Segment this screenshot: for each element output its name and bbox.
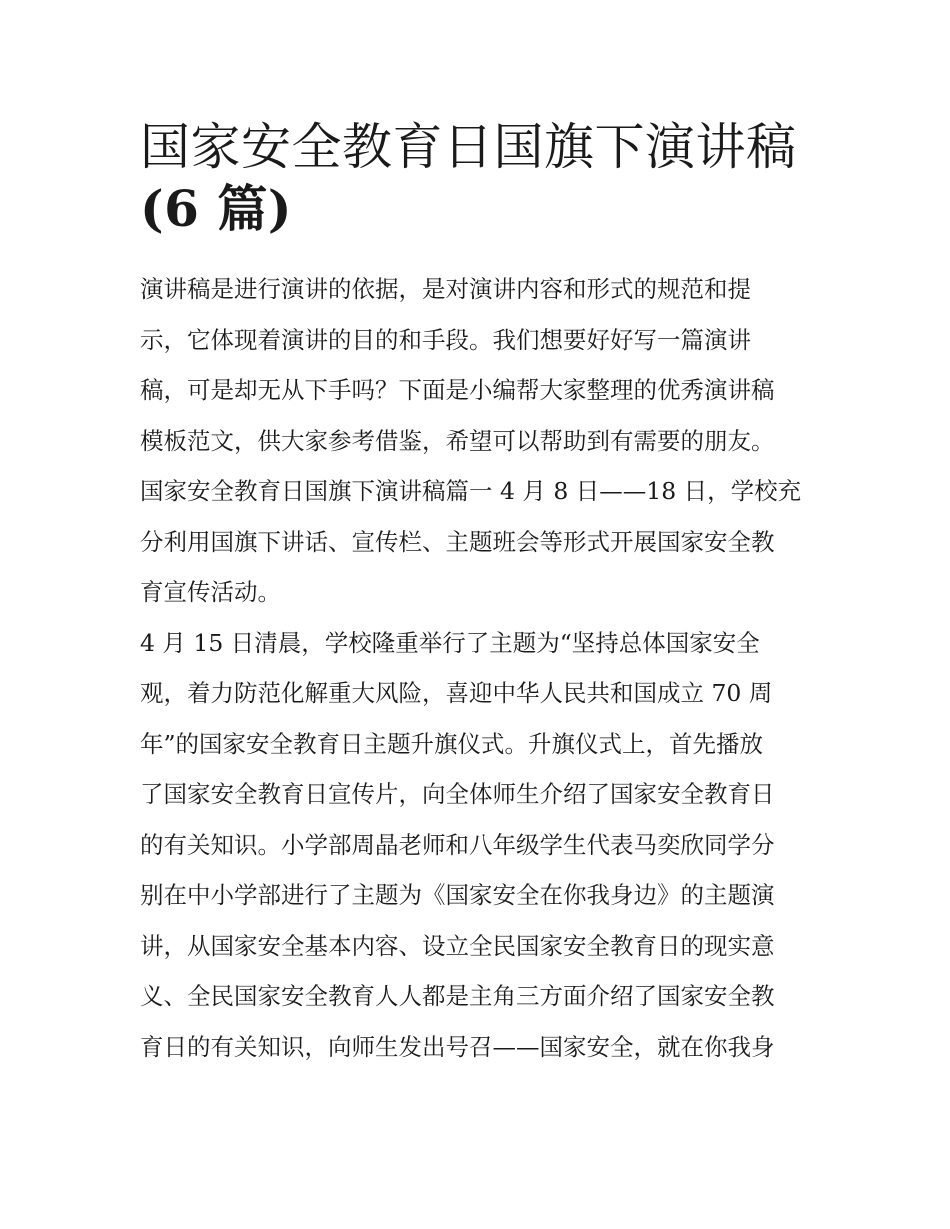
text-line: 模板范文，供大家参考借鉴，希望可以帮助到有需要的朋友。 bbox=[140, 426, 775, 455]
text-line: 别在中小学部进行了主题为《国家安全在你我身边》的主题演 bbox=[140, 881, 775, 909]
text-line: 分利用国旗下讲话、宣传栏、主题班会等形式开展国家安全教 bbox=[140, 527, 775, 556]
text-line: 的有关知识。小学部周晶老师和八年级学生代表马奕欣同学分 bbox=[140, 830, 775, 859]
text-line: 育日的有关知识，向师生发出号召——国家安全，就在你我身 bbox=[140, 1032, 775, 1061]
text-line: 讲，从国家安全基本内容、设立全民国家安全教育日的现实意 bbox=[140, 931, 775, 960]
text-line: 稿，可是却无从下手吗？下面是小编帮大家整理的优秀演讲稿 bbox=[140, 376, 775, 404]
title-line-2: (6 篇) bbox=[140, 179, 293, 238]
text-line: 义、全民国家安全教育人人都是主角三方面介绍了国家安全教 bbox=[140, 982, 775, 1010]
title-line-1: 国家安全教育日国旗下演讲稿 bbox=[140, 118, 797, 176]
text-line: 4 月 15 日清晨，学校隆重举行了主题为“坚持总体国家安全 bbox=[140, 628, 760, 657]
text-line: 了国家安全教育日宣传片，向全体师生介绍了国家安全教育日 bbox=[140, 780, 775, 808]
text-line: 国家安全教育日国旗下演讲稿篇一 4 月 8 日——18 日，学校充 bbox=[140, 477, 802, 505]
text-line: 示，它体现着演讲的目的和手段。我们想要好好写一篇演讲 bbox=[140, 325, 751, 354]
text-line: 演讲稿是进行演讲的依据，是对演讲内容和形式的规范和提 bbox=[140, 275, 751, 303]
text-line: 育宣传活动。 bbox=[140, 578, 281, 606]
text-line: 年”的国家安全教育日主题升旗仪式。升旗仪式上，首先播放 bbox=[140, 729, 764, 758]
document-title bbox=[140, 116, 812, 240]
paragraph-body bbox=[140, 618, 812, 1073]
document-body bbox=[140, 116, 812, 1072]
text-line: 观，着力防范化解重大风险，喜迎中华人民共和国成立 70 周 bbox=[140, 679, 773, 707]
paragraph-intro bbox=[140, 264, 812, 618]
